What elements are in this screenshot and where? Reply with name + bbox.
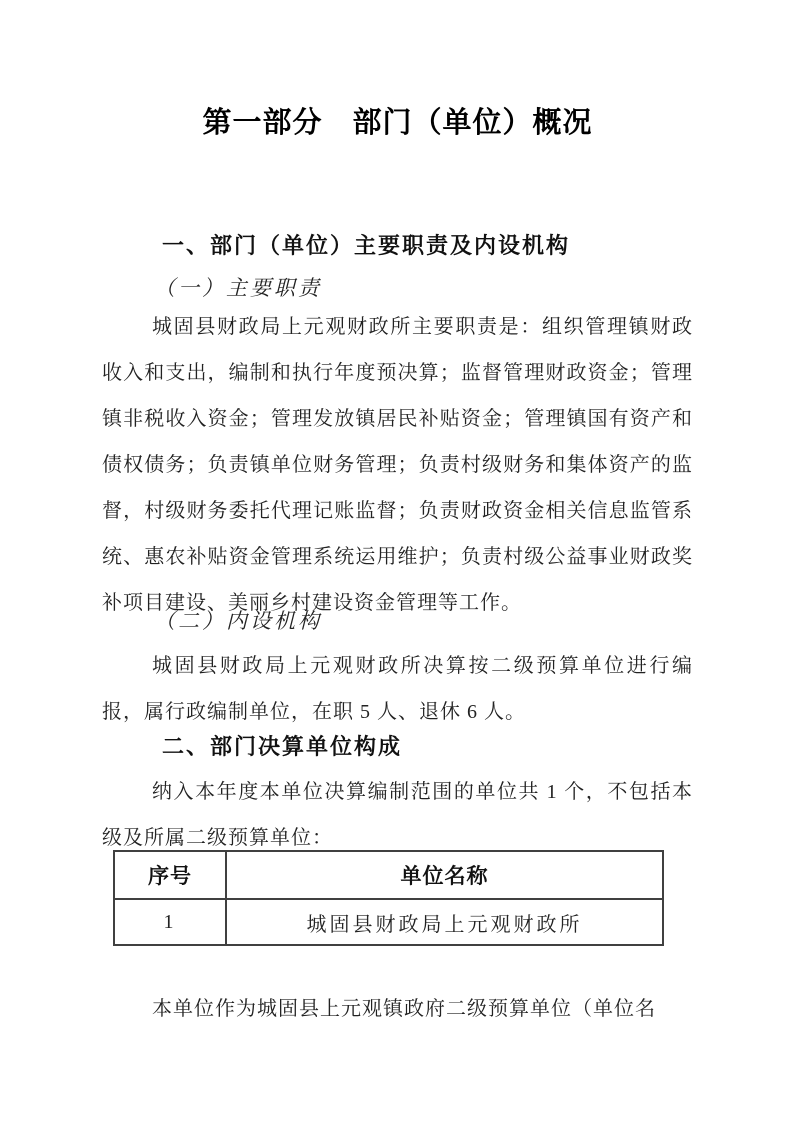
units-table [113,850,664,946]
units-table-row [114,899,663,945]
subsection-1-2-heading: （二）内设机构 [154,609,322,633]
units-table-cell-unit-name: 城固县财政局上元观财政所 [226,899,663,945]
subsection-1-1-heading: （一）主要职责 [154,276,322,300]
section-2-heading: 二、部门决算单位构成 [162,734,403,759]
closing-paragraph: 本单位作为城固县上元观镇政府二级预算单位（单位名 [152,998,656,1020]
units-table-cell-index: 1 [114,899,226,945]
units-table-header-index: 序号 [114,851,226,899]
units-table-header-row [114,851,663,899]
units-table-header-unit-name: 单位名称 [226,851,663,899]
unit-scope-paragraph: 纳入本年度本单位决算编制范围的单位共 1 个，不包括本级及所属二级预算单位： [102,781,693,849]
main-duties-paragraph: 城固县财政局上元观财政所主要职责是：组织管理镇财政收入和支出，编制和执行年度预决算；监督管理财政资金；管理镇非税收入资金；管理发放镇居民补贴资金；管理镇国有资产和债权债务；负责镇单位财务管理；负责村级财务和集体资产的监督，村级财务委托代理记账监督；负责财政资金相关信息监管系统、惠农补贴资金管理系统运用维护；负责村级公益事业财政奖补项目建设、美丽乡村建设资金管理等工作。 [102,316,693,614]
section-1-heading: 一、部门（单位）主要职责及内设机构 [162,233,571,258]
document-title: 第一部分 部门（单位）概况 [202,107,593,139]
internal-structure-paragraph: 城固县财政局上元观财政所决算按二级预算单位进行编报，属行政编制单位，在职 5 人、退休 6 人。 [102,655,693,723]
